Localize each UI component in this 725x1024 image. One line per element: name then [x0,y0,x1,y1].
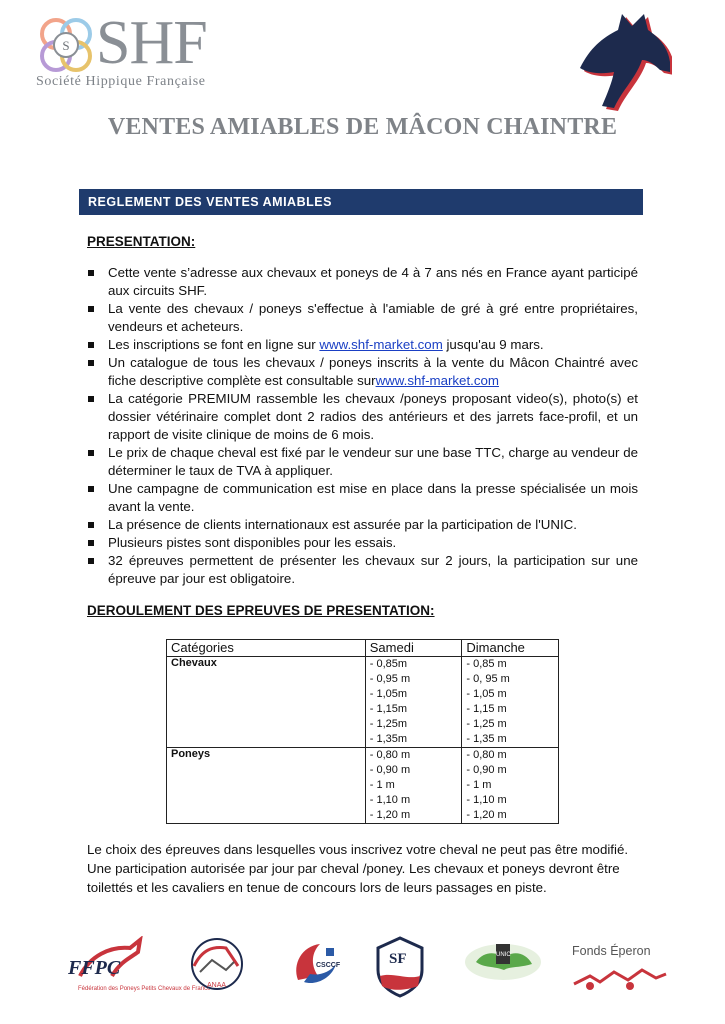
height-value: - 1,20 m [466,809,507,821]
height-value: - 1,25m [369,718,408,730]
height-value: - 1,15 m [466,703,507,715]
list-item [87,354,638,390]
list-item: La présence de clients internationaux est assurée par la participation de l'UNIC. [87,516,638,534]
height-value: - 0,95 m [369,673,411,685]
horse-head-icon [562,8,672,114]
presentation-heading: PRESENTATION: [87,234,196,249]
partner-label: SF [389,951,407,967]
svg-text:S: S [62,38,70,53]
partner-logos [60,936,680,1006]
height-value: - 1,20 m [369,809,411,821]
shf-market-link[interactable]: www.shf-market.com [375,373,499,388]
list-item: Plusieurs pistes sont disponibles pour les essais. [87,534,638,552]
height-value: - 0,80 m [369,749,411,761]
height-value: - 0,90 m [466,764,507,776]
list-item-text: Un catalogue de tous les chevaux / poneys inscrits à la vente du Mâcon Chaintré avec fiche descriptive complète est consultable sur [108,355,638,388]
height-value: - 1,05 m [466,688,507,700]
logo-subtitle: Société Hippique Française [36,74,206,89]
height-value: - 1,35m [369,733,408,745]
height-value: - 1,10 m [466,794,507,806]
samedi-cell [365,657,462,748]
height-value: - 1,25 m [466,718,507,730]
dimanche-cell [462,657,559,748]
height-value: - 1,15m [369,703,408,715]
partner-label: ANAA [207,982,227,989]
list-item: Cette vente s’adresse aux chevaux et poneys de 4 à 7 ans nés en France ayant participé aux circuits SHF. [87,264,638,300]
height-value: - 0,85m [369,658,408,670]
table-header-row [167,640,559,657]
list-item: La vente des chevaux / poneys s'effectue à l'amiable de gré à gré entre propriétaires, vendeurs et acheteurs. [87,300,638,336]
logo-text: SHF [96,9,207,77]
list-item-text: Les inscriptions se font en ligne sur [108,337,320,352]
table-row [167,657,559,748]
shf-rings-icon [34,14,98,78]
sf-logo-icon [372,936,432,1006]
partner-label: CSCCF [316,962,341,969]
height-value: - 0, 95 m [466,673,510,685]
height-value: - 0,90 m [369,764,411,776]
category-cell: Chevaux [167,657,366,748]
height-value: - 1,05m [369,688,408,700]
header-categories: Catégories [167,640,366,657]
ffpc-logo-icon [60,936,211,1006]
csccf-logo-icon [282,936,352,1006]
height-value: - 1 m [466,779,492,791]
header-dimanche: Dimanche [462,640,559,657]
section-banner: REGLEMENT DES VENTES AMIABLES [79,189,643,215]
height-value: - 1,35 m [466,733,507,745]
events-table [166,639,559,824]
partner-label: Fonds Éperon [572,944,651,958]
list-item [87,336,638,354]
anaa-logo-icon [182,936,252,1006]
footnote-paragraph: Le choix des épreuves dans lesquelles vous inscrivez votre cheval ne peut pas être modifié. Une participation autorisée par jour par cheval /poney. Les chevaux et poneys devront être toilettés et les cavaliers en tenue de concours lors de leurs passages en piste. [87,842,629,895]
table-row [167,748,559,824]
deroulement-heading: DEROULEMENT DES EPREUVES DE PRESENTATION: [87,603,435,618]
height-value: - 1 m [369,779,395,791]
list-item: 32 épreuves permettent de présenter les chevaux sur 2 jours, la participation sur une épreuve par jour est obligatoire. [87,552,638,588]
samedi-cell [365,748,462,824]
height-value: - 1,10 m [369,794,411,806]
list-item: La catégorie PREMIUM rassemble les chevaux /poneys proposant video(s), photo(s) et dossier vétérinaire complet dont 2 radios des antérieurs et des jarrets face-profil, et un rapport de visite clinique de moins de 6 mois. [87,390,638,444]
list-item: Une campagne de communication est mise en place dans la presse spécialisée un mois avant la vente. [87,480,638,516]
partner-label: Fédération des Poneys Petits Chevaux de France [78,986,211,992]
list-item: Le prix de chaque cheval est fixé par le vendeur sur une base TTC, charge au vendeur de déterminer le taux de TVA à appliquer. [87,444,638,480]
svg-text:FFPC: FFPC [68,957,121,979]
fonds-eperon-logo-icon [570,936,670,1006]
unic-logo-icon [458,936,548,1006]
height-value: - 0,80 m [466,749,507,761]
page-title: VENTES AMIABLES DE MÂCON CHAINTRE [107,114,618,140]
shf-logo [34,10,234,90]
presentation-list [87,264,638,588]
shf-market-link[interactable]: www.shf-market.com [319,337,443,352]
dimanche-cell [462,748,559,824]
category-cell: Poneys [167,748,366,824]
header-samedi: Samedi [365,640,462,657]
height-value: - 0,85 m [466,658,507,670]
partner-label: UNIC [496,952,511,958]
list-item-text: jusqu'au 9 mars. [442,337,544,352]
